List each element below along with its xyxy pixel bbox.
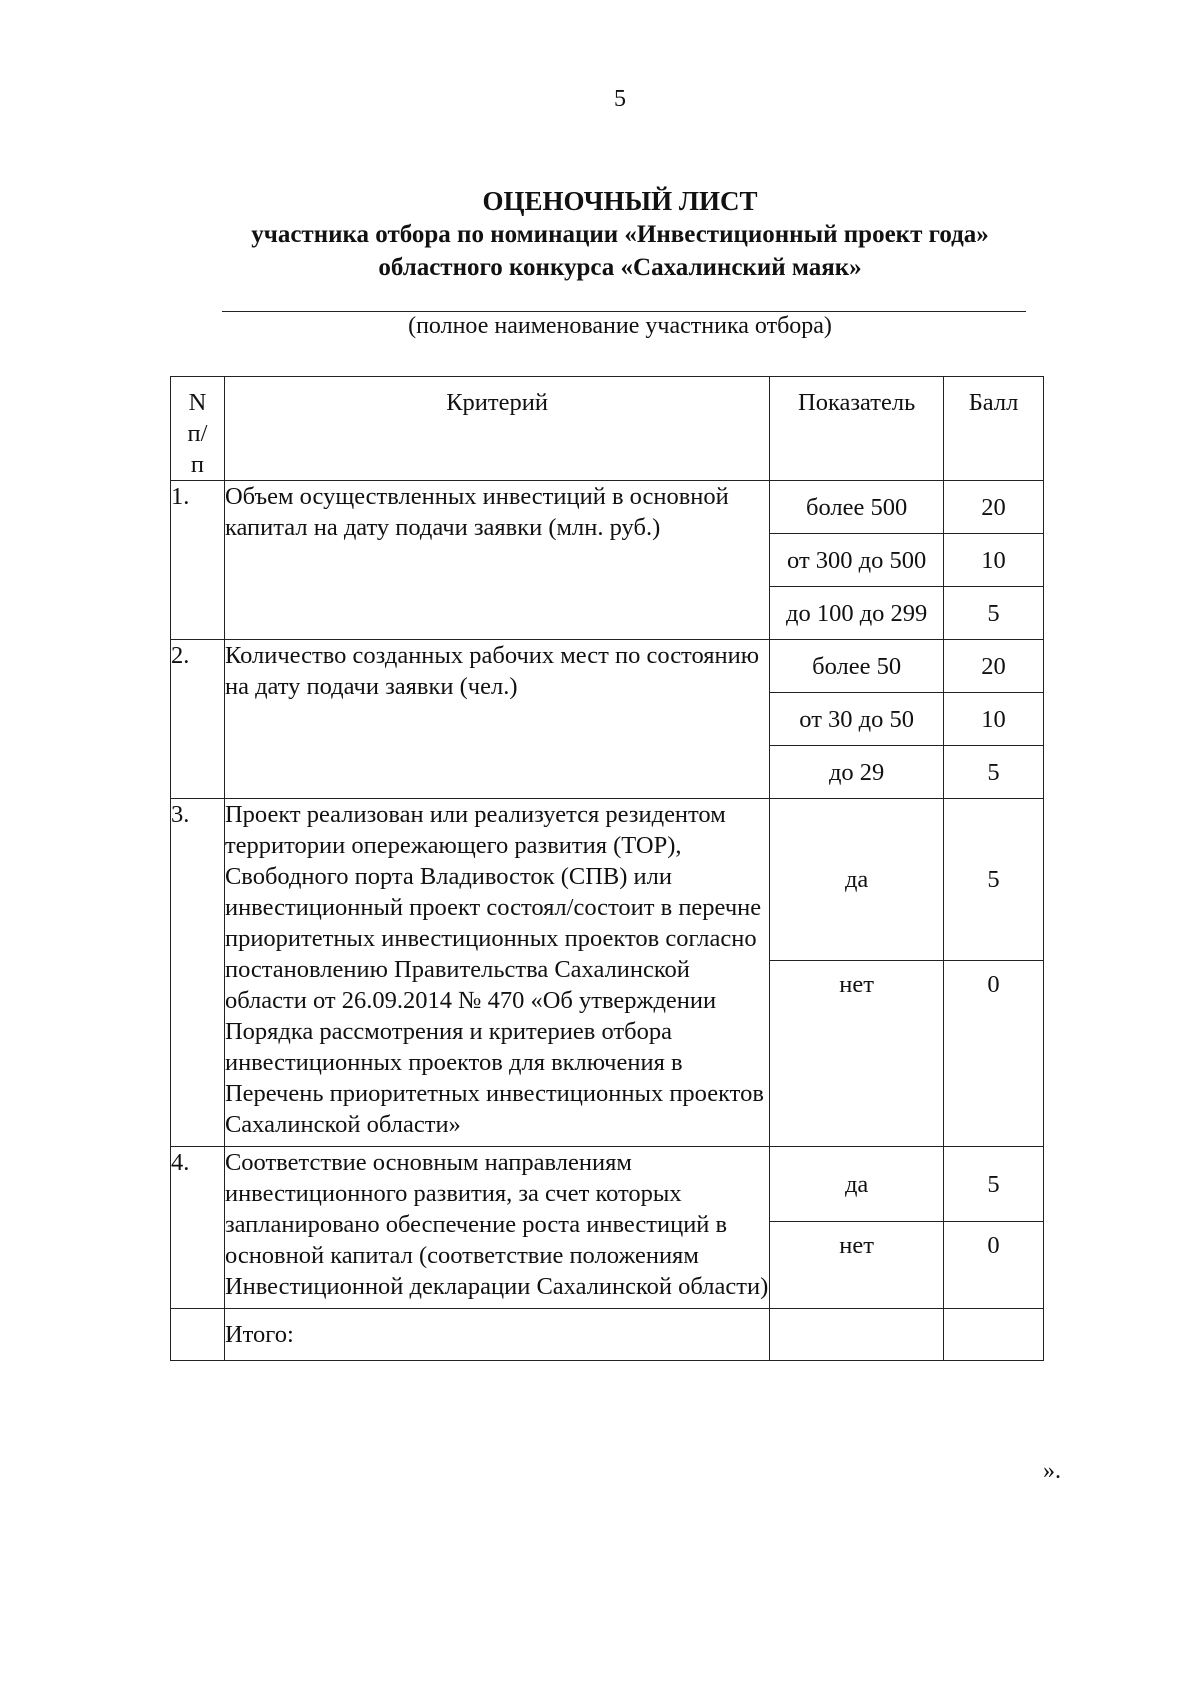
row-criterion: Соответствие основным направлениям инвестиционного развития, за счет которых запланировано обеспечение роста инвестиций в основной капитал (соответствие положениям Инвестиционной декларации Сахалинской области) [224, 1147, 769, 1309]
total-num-cell [171, 1309, 225, 1361]
indicator-cell: от 30 до 50 [770, 693, 944, 746]
participant-name-line [222, 311, 1026, 312]
header-score: Балл [944, 377, 1044, 481]
document-title-block [0, 185, 1200, 284]
score-cell: 5 [944, 1147, 1044, 1222]
closing-quote-mark: ». [1043, 1458, 1061, 1484]
indicator-cell: от 300 до 500 [770, 534, 944, 587]
indicator-cell: да [770, 799, 944, 961]
total-indicator-cell [770, 1309, 944, 1361]
score-cell: 5 [944, 799, 1044, 961]
document-subtitle-line-2: областного конкурса «Сахалинский маяк» [378, 254, 862, 281]
score-cell: 10 [944, 534, 1044, 587]
document-title: ОЦЕНОЧНЫЙ ЛИСТ [482, 186, 758, 216]
score-cell: 20 [944, 640, 1044, 693]
table-row [171, 799, 1044, 961]
row-criterion: Проект реализован или реализуется резидентом территории опережающего развития (ТОР), Свободного порта Владивосток (СПВ) или инвестиционный проект состоял/состоит в перечне приоритетных инвестиционных проектов согласно постановлению Правительства Сахалинской области от 26.09.2014 № 470 «Об утверждении Порядка рассмотрения и критериев отбора инвестиционных проектов для включения в Перечень приоритетных инвестиционных проектов Сахалинской области» [224, 799, 769, 1147]
table-header-row [171, 377, 1044, 481]
page-number: 5 [614, 86, 626, 112]
document-subtitle-line-1: участника отбора по номинации «Инвестиционный проект года» [251, 221, 989, 248]
indicator-cell: нет [770, 960, 944, 1146]
row-number: 4. [171, 1147, 225, 1309]
row-criterion: Количество созданных рабочих мест по состоянию на дату подачи заявки (чел.) [224, 640, 769, 799]
row-number: 2. [171, 640, 225, 799]
participant-name-caption: (полное наименование участника отбора) [408, 313, 832, 339]
total-score-cell [944, 1309, 1044, 1361]
indicator-cell: нет [770, 1222, 944, 1309]
table-row [171, 640, 1044, 693]
evaluation-table [170, 376, 1044, 1361]
header-criterion: Критерий [224, 377, 769, 481]
header-num [171, 377, 225, 481]
header-num-text: N п/п [187, 389, 208, 478]
score-cell: 5 [944, 746, 1044, 799]
score-cell: 0 [944, 1222, 1044, 1309]
row-number: 3. [171, 799, 225, 1147]
indicator-cell: до 29 [770, 746, 944, 799]
table-row [171, 481, 1044, 534]
header-indicator: Показатель [770, 377, 944, 481]
score-cell: 20 [944, 481, 1044, 534]
score-cell: 0 [944, 960, 1044, 1146]
total-label: Итого: [224, 1309, 769, 1361]
total-row [171, 1309, 1044, 1361]
score-cell: 5 [944, 587, 1044, 640]
indicator-cell: более 500 [770, 481, 944, 534]
row-number: 1. [171, 481, 225, 640]
indicator-cell: до 100 до 299 [770, 587, 944, 640]
row-criterion: Объем осуществленных инвестиций в основной капитал на дату подачи заявки (млн. руб.) [224, 481, 769, 640]
table-row [171, 1147, 1044, 1222]
indicator-cell: да [770, 1147, 944, 1222]
score-cell: 10 [944, 693, 1044, 746]
indicator-cell: более 50 [770, 640, 944, 693]
